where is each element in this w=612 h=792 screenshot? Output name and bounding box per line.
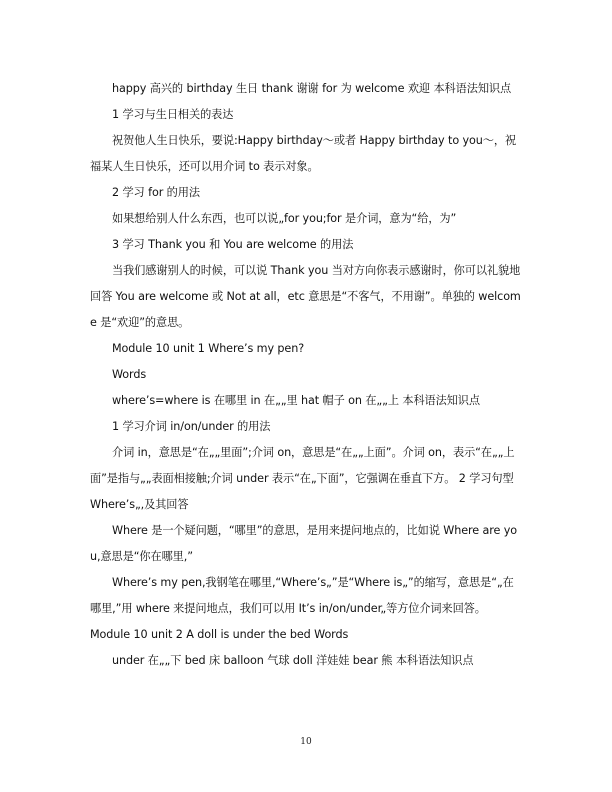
body-text <box>90 76 522 674</box>
paragraph-where-question: Where 是一个疑问题，“哪里”的意思，是用来提问地点的，比如说 Where are you,意思是“你在哪里,” <box>90 524 518 563</box>
vocabulary-line-2: where’s=where is 在哪里 in 在„„里 hat 帽子 on 在„„上 本科语法知识点 <box>112 394 480 407</box>
paragraph-birthday-greeting: 祝贺他人生日快乐，要说:Happy birthday～或者 Happy birthday to you～，祝福某人生日快乐，还可以用介词 to 表示对象。 <box>90 134 517 173</box>
section-heading-thank-you: 3 学习 Thank you 和 You are welcome 的用法 <box>112 238 354 251</box>
module-heading-unit-2: Module 10 unit 2 A doll is under the bed Words <box>90 628 349 641</box>
paragraph-where-is-my-pen: Where’s my pen,我钢笔在哪里,“Where’s„”是“Where is„”的缩写，意思是“„在哪里,”用 where 来提问地点，我们可以用 It’s in/on/under„等方位介词来回答。 <box>90 576 514 615</box>
section-heading-birthday: 1 学习与生日相关的表达 <box>112 108 234 121</box>
paragraph-for-usage: 如果想给别人什么东西，也可以说„for you;for 是介词，意为“给，为” <box>112 212 457 225</box>
words-heading: Words <box>112 368 147 381</box>
page-number: 10 <box>300 737 312 747</box>
module-heading-unit-1: Module 10 unit 1 Where’s my pen? <box>112 342 305 355</box>
vocabulary-line-3: under 在„„下 bed 床 balloon 气球 doll 洋娃娃 bear 熊 本科语法知识点 <box>112 654 474 667</box>
paragraph-prepositions: 介词 in，意思是“在„„里面”;介词 on，意思是“在„„上面”。介词 on，表示“在„„上面”是指与„„表面相接触;介词 under 表示“在„下面”，它强调在垂直下方。 2 学习句型 Where’s„,及其回答 <box>90 446 515 511</box>
vocabulary-line-1: happy 高兴的 birthday 生日 thank 谢谢 for 为 welcome 欢迎 本科语法知识点 <box>112 82 512 95</box>
section-heading-for: 2 学习 for 的用法 <box>112 186 200 199</box>
paragraph-thank-you-usage: 当我们感谢别人的时候，可以说 Thank you 当对方向你表示感谢时，你可以礼貌地回答 You are welcome 或 Not at all，etc 意思是“不客气，不用谢”。单独的 welcome 是“欢迎”的意思。 <box>90 264 521 329</box>
section-heading-prepositions: 1 学习介词 in/on/under 的用法 <box>112 420 271 433</box>
